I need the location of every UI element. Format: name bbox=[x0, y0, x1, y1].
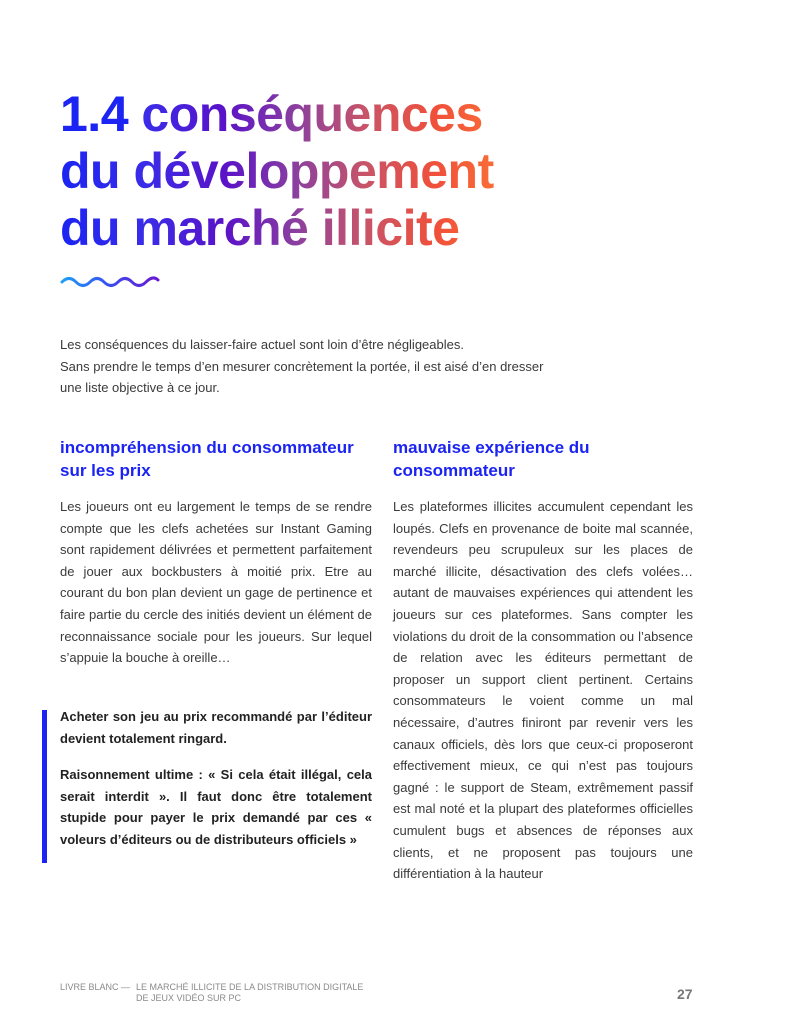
quote-text-2: Raisonnement ultime : « Si cela était illégal, cela serait interdit ». Il faut donc être totalement stupide pour payer le prix demandé par ces « voleurs d’éditeurs ou de distributeurs officiels » bbox=[60, 767, 372, 847]
footer bbox=[60, 982, 363, 1004]
wave-decoration-icon bbox=[60, 274, 160, 290]
intro-line: Sans prendre le temps d’en mesurer concrètement la portée, il est aisé d’en dresser une liste objective à ce jour. bbox=[60, 358, 544, 395]
section-title: conséquences du développement du marché illicite bbox=[60, 86, 494, 256]
page-title bbox=[60, 86, 530, 257]
intro-line: Les conséquences du laisser-faire actuel sont loin d’être négligeables. bbox=[60, 337, 464, 352]
intro-paragraph bbox=[60, 334, 560, 399]
footer-title-line1: LE MARCHÉ ILLICITE DE LA DISTRIBUTION DIGITALE bbox=[136, 982, 364, 992]
right-heading: mauvaise expérience du consommateur bbox=[393, 438, 590, 480]
page-number: 27 bbox=[677, 986, 693, 1002]
quote-bar bbox=[42, 710, 47, 863]
quote-text-1: Acheter son jeu au prix recommandé par l’éditeur devient totalement ringard. bbox=[60, 709, 372, 746]
left-heading: incompréhension du consommateur sur les prix bbox=[60, 438, 354, 480]
left-body: Les joueurs ont eu largement le temps de se rendre compte que les clefs achetées sur Instant Gaming sont rapidement délivrées et permettent parfaitement de jouer aux bockbusters à moitié prix. Etre au courant du bon plan devient un gage de pertinence et faire partie du cercle des initiés devient un élément de reconnaissance sociale pour les joueurs. Sur lequel s’appuie la bouche à oreille… bbox=[60, 499, 372, 666]
footer-title-line2: DE JEUX VIDÉO SUR PC bbox=[136, 993, 242, 1003]
section-number: 1.4 bbox=[60, 86, 129, 142]
right-body: Les plateformes illicites accumulent cependant les loupés. Clefs en provenance de boite mal scannée, revendeurs peu scrupuleux sur les places de marché illicite, désactivation des clefs volées…autant de mauvaises expériences qui attendent les joueurs sur ces plateformes. Sans compter les violations du droit de la consommation ou l’absence de relation avec les éditeurs permettant de proposer un support client pertinent. Certains consommateurs le voient comme un mal nécessaire, d’autres finiront par revenir vers les canaux officiels, dès lors que ceux-ci proposeront effectivement mieux, ce qui n’est pas toujours gagné : le support de Steam, extrêmement passif est mal noté et la plupart des plateformes officielles cumulent bugs et absences de réponses aux clients, et ne proposent pas toujours une différentiation à la hauteur bbox=[393, 499, 693, 882]
footer-label: LIVRE BLANC — bbox=[60, 982, 131, 992]
